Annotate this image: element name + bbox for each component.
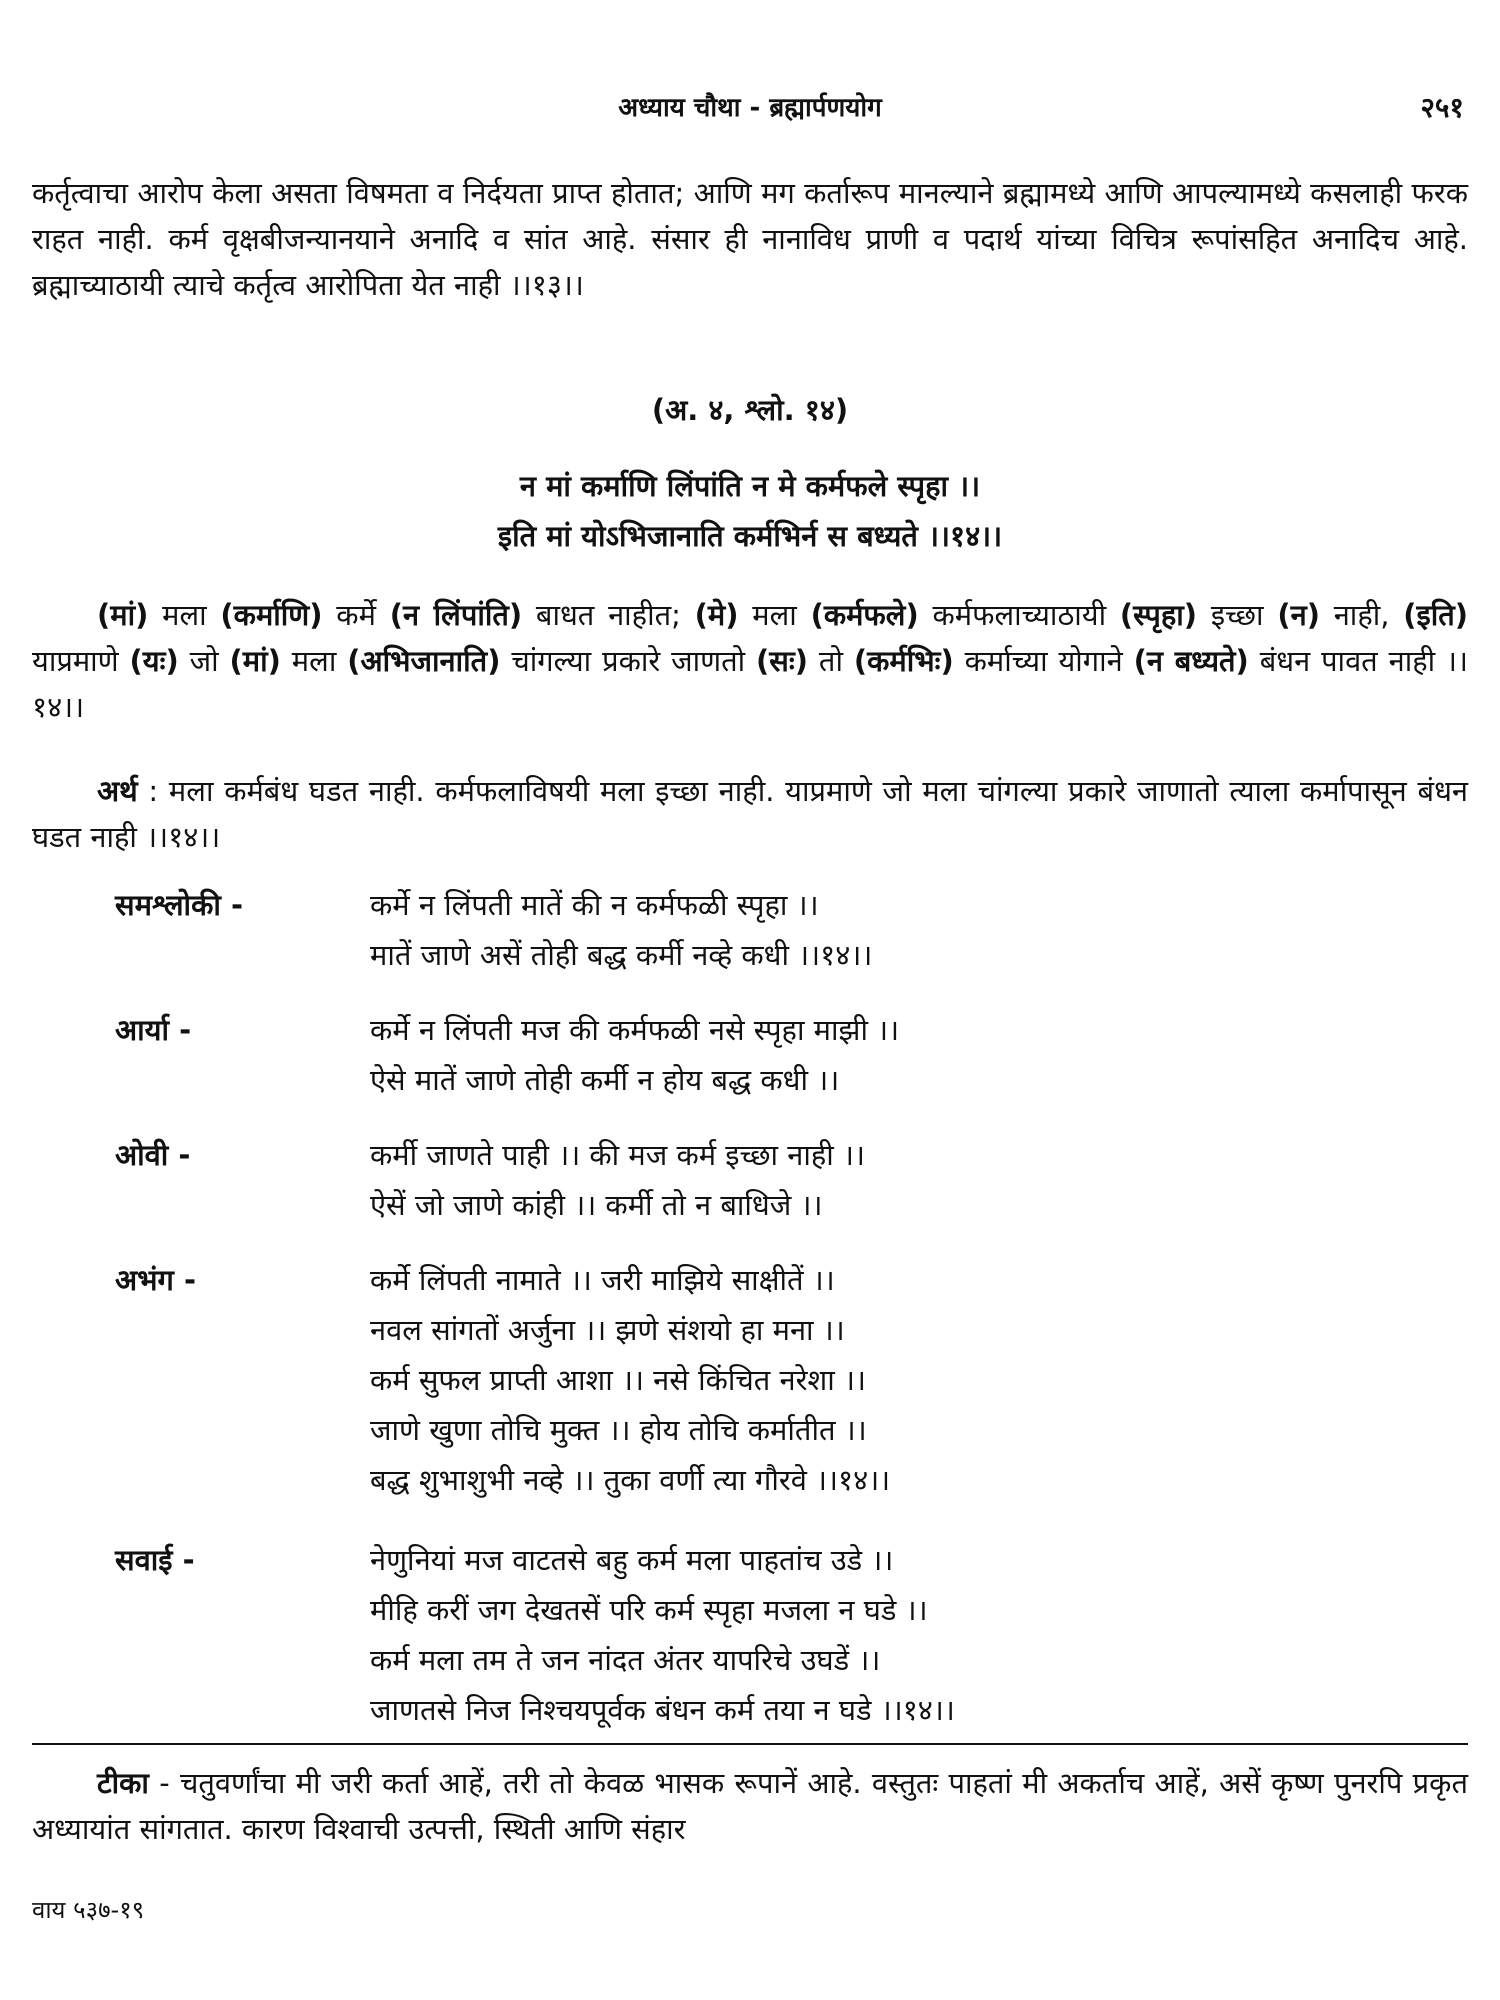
verse-line: जाणे खुणा तोचि मुक्त ।। होय तोचि कर्मातीत ।। [370,1413,867,1447]
page-header [0,88,1500,128]
term-gloss: जो [178,644,230,678]
commentary-text: - चतुवर्णांचा मी जरी कर्ता आहें, तरी तो केवळ भासक रूपानें आहे. वस्तुतः पाहतां मी अकर्ताच आहें, असें कृष्ण पुनरपि प्रकृत अध्यायांत सांगतात. कारण विश्वाची उत्पत्ती, स्थिती आणि संहार [32,1766,1468,1846]
word-meaning-paragraph [32,592,1468,730]
sanskrit-term: (सः) [756,644,809,678]
footer-signature: वाय ५३७-१९ [32,1896,145,1924]
verse-line: मीहि करीं जग देखतसें परि कर्म स्पृहा मजला न घडे ।। [370,1593,928,1627]
running-title: अध्याय चौथा - ब्रह्मार्पणयोग [618,93,882,123]
verse-line: जाणतसे निज निश्चयपूर्वक बंधन कर्म तया न घडे ।।१४।। [370,1693,955,1727]
verse-line: कर्म सुफल प्राप्ती आशा ।। नसे किंचित नरेशा ।। [370,1363,866,1397]
verse-line: नवल सांगतों अर्जुना ।। झणे संशयो हा मना ।। [370,1313,845,1347]
sanskrit-term: (इति) [1403,598,1469,632]
verse-label: आर्या - [115,1013,192,1047]
sanskrit-term: (कर्मभिः) [853,644,954,678]
term-gloss: बंधन पावत नाही ।।१४।। [32,644,1468,724]
verse-line: बद्ध शुभाशुभी नव्हे ।। तुका वर्णी त्या गौरवे ।।१४।। [370,1463,891,1497]
sanskrit-term: (यः) [129,644,179,678]
verse-line: कर्मी जाणते पाही ।। की मज कर्म इच्छा नाही ।। [370,1138,865,1172]
term-gloss: इच्छा [1197,598,1278,632]
term-gloss: चांगल्या प्रकारे जाणतो [500,644,757,678]
term-gloss: तो [808,644,854,678]
sanskrit-term: (न) [1277,598,1320,632]
sanskrit-term: (कर्मफले) [810,598,919,632]
meaning-label: अर्थ [97,774,138,808]
term-gloss: बाधत नाहीत; [522,598,695,632]
section-divider [32,1743,1468,1745]
verse-label: समश्लोकी - [115,888,243,922]
page-number: २५१ [1420,91,1464,124]
verse-line: ऐसें जो जाणे कांही ।। कर्मी तो न बाधिजे ।। [370,1188,823,1222]
sanskrit-term: (न बध्यते) [1133,644,1249,678]
term-gloss: मला [738,598,811,632]
term-gloss: मला [148,598,221,632]
sanskrit-term: (अभिजानाति) [347,644,501,678]
verse-line: कर्मे लिंपती नामाते ।। जरी माझिये साक्षीतें ।। [370,1263,835,1297]
verse-line: नेणुनियां मज वाटतसे बहु कर्म मला पाहतांच उडे ।। [370,1543,894,1577]
shloka-line-1: न मां कर्माणि लिंपांति न मे कर्मफले स्पृहा ।। [519,469,981,503]
sanskrit-term: (कर्माणि) [220,598,323,632]
meaning-text: : मला कर्मबंध घडत नाही. कर्मफलाविषयी मला इच्छा नाही. याप्रमाणे जो मला चांगल्या प्रकारे जाणातो त्याला कर्मापासून बंधन घडत नाही ।।१४।। [32,774,1468,854]
term-gloss: मला [280,644,348,678]
term-gloss: कर्माच्या योगाने [953,644,1134,678]
verse-line: कर्म मला तम ते जन नांदत अंतर यापरिचे उघडें ।। [370,1643,881,1677]
term-gloss: कर्मफलाच्याठायी [918,598,1120,632]
verse-reference: (अ. ४, श्लो. १४) [651,393,849,427]
sanskrit-term: (मां) [97,598,149,632]
sanskrit-term: (न लिंपांति) [389,598,523,632]
term-gloss: कर्मे [322,598,390,632]
sanskrit-term: (मे) [694,598,739,632]
verse-line: कर्मे न लिंपती मातें की न कर्मफळी स्पृहा ।। [370,888,819,922]
term-gloss: नाही, [1319,598,1404,632]
verse-label: अभंग - [115,1263,197,1297]
sanskrit-term: (मां) [229,644,281,678]
meaning-paragraph [32,768,1468,860]
verse-label: ओवी - [115,1138,191,1172]
term-gloss: याप्रमाणे [32,644,130,678]
verse-line: मातें जाणे असें तोही बद्ध कर्मी नव्हे कधी ।।१४।। [370,938,873,972]
commentary-label: टीका [97,1766,149,1800]
verse-label: सवाई - [115,1543,195,1577]
verse-line: ऐसे मातें जाणे तोही कर्मी न होय बद्ध कधी ।। [370,1063,840,1097]
commentary-paragraph [32,1760,1468,1852]
sanskrit-term: (स्पृहा) [1119,598,1198,632]
verse-line: कर्मे न लिंपती मज की कर्मफळी नसे स्पृहा माझी ।। [370,1013,900,1047]
intro-paragraph: कर्तृत्वाचा आरोप केला असता विषमता व निर्दयता प्राप्त होतात; आणि मग कर्तारूप मानल्याने ब्रह्मामध्ये आणि आपल्यामध्ये कसलाही फरक राहत नाही. कर्म वृक्षबीजन्यानयाने अनादि व सांत आहे. संसार ही नानाविध प्राणी व पदार्थ यांच्या विचित्र रूपांसहित अनादिच आहे. ब्रह्माच्याठायी त्याचे कर्तृत्व आरोपिता येत नाही ।।१३।। [32,176,1468,302]
shloka-line-2: इति मां योऽभिजानाति कर्मभिर्न स बध्यते ।।१४।। [497,519,1003,553]
